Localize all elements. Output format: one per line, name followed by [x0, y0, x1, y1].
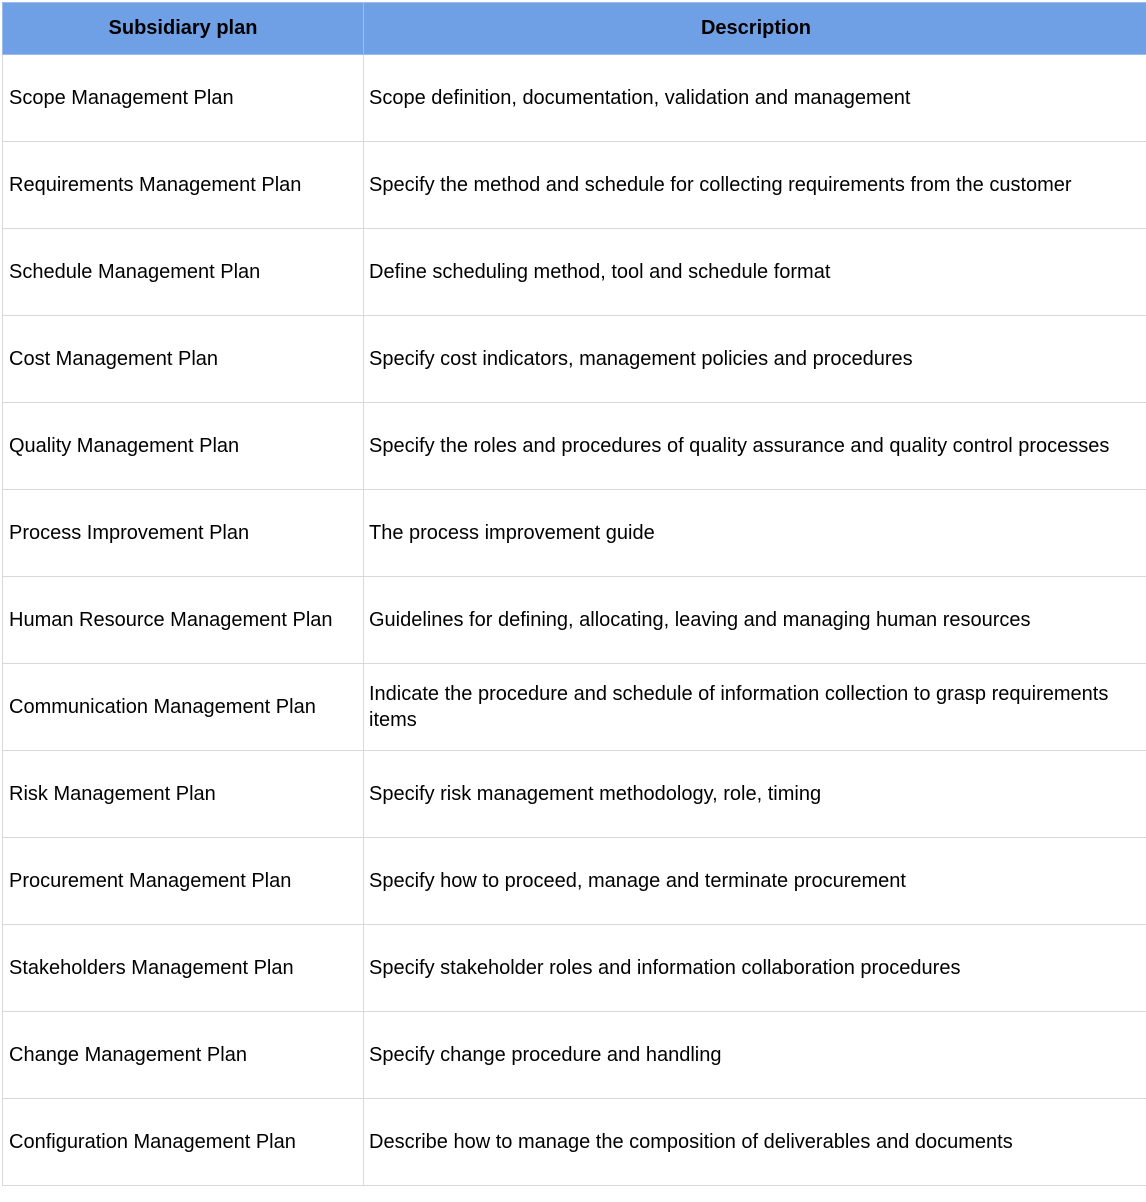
plan-cell[interactable]: Cost Management Plan: [3, 316, 364, 403]
table-row: [3, 142, 1146, 229]
plan-cell[interactable]: Process Improvement Plan: [3, 490, 364, 577]
description-cell[interactable]: Indicate the procedure and schedule of information collection to grasp requirements items: [364, 664, 1146, 751]
plan-cell[interactable]: Risk Management Plan: [3, 751, 364, 838]
table-row: [3, 925, 1146, 1012]
description-cell[interactable]: Describe how to manage the composition of deliverables and documents: [364, 1099, 1146, 1186]
table-row: [3, 403, 1146, 490]
plan-cell[interactable]: Communication Management Plan: [3, 664, 364, 751]
description-cell[interactable]: Specify how to proceed, manage and terminate procurement: [364, 838, 1146, 925]
table-row: [3, 1012, 1146, 1099]
table-row: [3, 55, 1146, 142]
table-row: [3, 1099, 1146, 1186]
description-cell[interactable]: Specify the method and schedule for collecting requirements from the customer: [364, 142, 1146, 229]
description-cell[interactable]: Guidelines for defining, allocating, leaving and managing human resources: [364, 577, 1146, 664]
plan-cell[interactable]: Scope Management Plan: [3, 55, 364, 142]
description-cell[interactable]: The process improvement guide: [364, 490, 1146, 577]
table-row: [3, 490, 1146, 577]
plan-cell[interactable]: Schedule Management Plan: [3, 229, 364, 316]
header-row: [3, 3, 1146, 55]
plan-cell[interactable]: Stakeholders Management Plan: [3, 925, 364, 1012]
plan-cell[interactable]: Quality Management Plan: [3, 403, 364, 490]
plan-cell[interactable]: Requirements Management Plan: [3, 142, 364, 229]
subsidiary-plans-table: [2, 2, 1146, 1186]
header-subsidiary-plan[interactable]: Subsidiary plan: [3, 3, 364, 55]
description-cell[interactable]: Scope definition, documentation, validation and management: [364, 55, 1146, 142]
description-cell[interactable]: Specify risk management methodology, role, timing: [364, 751, 1146, 838]
table-row: [3, 751, 1146, 838]
table-row: [3, 838, 1146, 925]
description-cell[interactable]: Specify the roles and procedures of quality assurance and quality control processes: [364, 403, 1146, 490]
description-cell[interactable]: Specify stakeholder roles and information collaboration procedures: [364, 925, 1146, 1012]
table-row: [3, 316, 1146, 403]
plan-cell[interactable]: Human Resource Management Plan: [3, 577, 364, 664]
plan-cell[interactable]: Change Management Plan: [3, 1012, 364, 1099]
description-cell[interactable]: Specify cost indicators, management policies and procedures: [364, 316, 1146, 403]
description-cell[interactable]: Define scheduling method, tool and schedule format: [364, 229, 1146, 316]
table-row: [3, 229, 1146, 316]
plan-cell[interactable]: Procurement Management Plan: [3, 838, 364, 925]
table-row: [3, 664, 1146, 751]
header-description[interactable]: Description: [364, 3, 1146, 55]
description-cell[interactable]: Specify change procedure and handling: [364, 1012, 1146, 1099]
plan-cell[interactable]: Configuration Management Plan: [3, 1099, 364, 1186]
table-row: [3, 577, 1146, 664]
